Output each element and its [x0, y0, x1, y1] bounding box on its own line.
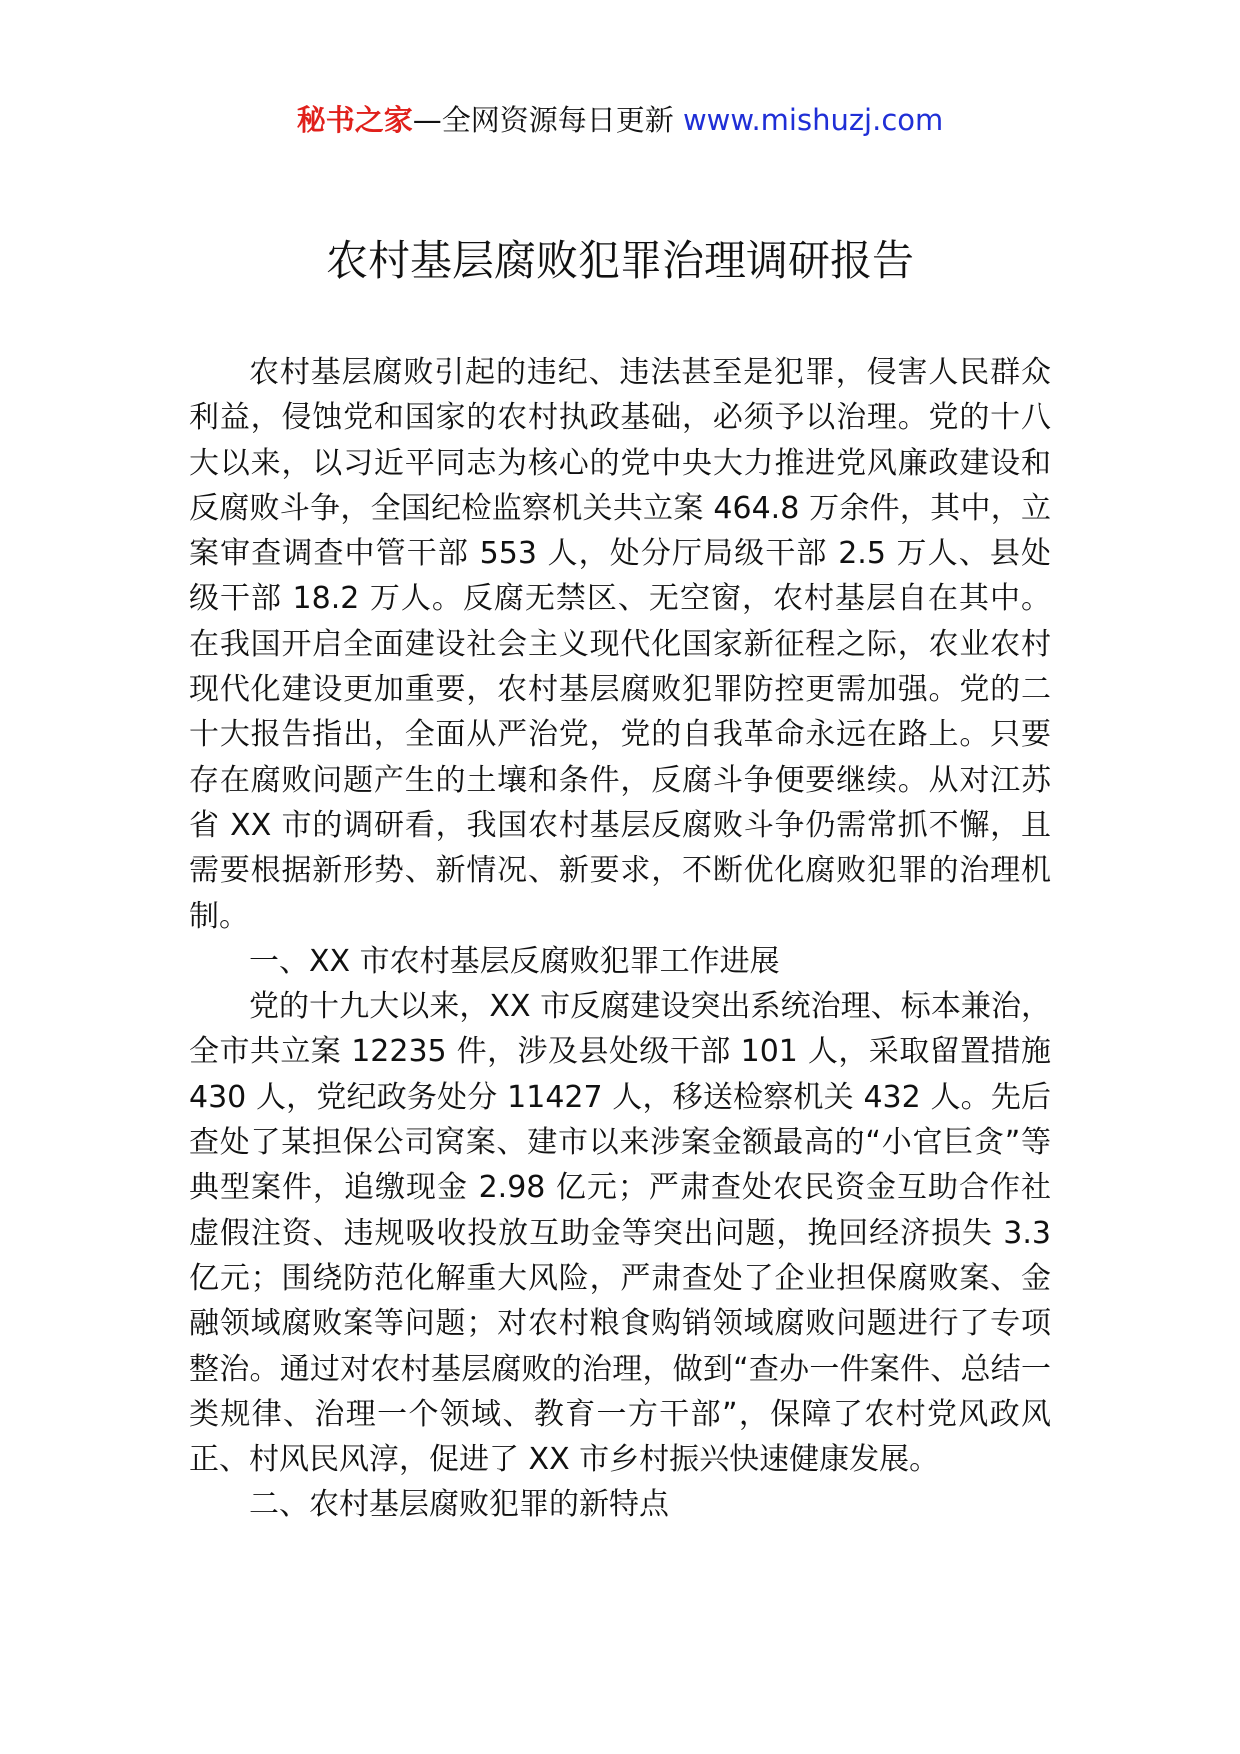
paragraph-intro: 农村基层腐败引起的违纪、违法甚至是犯罪，侵害人民群众利益，侵蚀党和国家的农村执政基础，必须予以治理。党的十八大以来，以习近平同志为核心的党中央大力推进党风廉政建设和反腐败斗争，全国纪检监察机关共立案 464.8 万余件，其中，立案审查调查中管干部 553 人，处分厅局级干部 2.5 万人、县处级干部 18.2 万人。反腐无禁区、无空窗，农村基层自在其中。在我国开启全面建设社会主义现代化国家新征程之际，农业农村现代化建设更加重要，农村基层腐败犯罪防控更需加强。党的二十大报告指出，全面从严治党，党的自我革命永远在路上。只要存在腐败问题产生的土壤和条件，反腐斗争便要继续。从对江苏省 XX 市的调研看，我国农村基层反腐败斗争仍需常抓不懈，且需要根据新形势、新情况、新要求，不断优化腐败犯罪的治理机制。 — [189, 355, 1051, 934]
site-tagline: —全网资源每日更新 — [412, 103, 674, 137]
site-url-link[interactable]: www.mishuzj.com — [682, 103, 944, 137]
document-body — [189, 350, 1051, 1528]
site-header — [0, 100, 1240, 140]
document-title: 农村基层腐败犯罪治理调研报告 — [325, 236, 914, 285]
section-heading-1: 一、XX 市农村基层反腐败犯罪工作进展 — [249, 943, 780, 979]
paragraph-section-1: 党的十九大以来，XX 市反腐建设突出系统治理、标本兼治，全市共立案 12235 件，涉及县处级干部 101 人，采取留置措施 430 人，党纪政务处分 11427 人，移送检察机关 432 人。先后查处了某担保公司窝案、建市以来涉案金额最高的“小官巨贪”等典型案件，追缴现金 2.98 亿元；严肃查处农民资金互助合作社虚假注资、违规吸收投放互助金等突出问题，挽回经济损失 3.3 亿元；围绕防范化解重大风险，严肃查处了企业担保腐败案、金融领域腐败案等问题；对农村粮食购销领域腐败问题进行了专项整治。通过对农村基层腐败的治理，做到“查办一件案件、总结一类规律、治理一个领域、教育一方干部”，保障了农村党风政风正、村风民风淳，促进了 XX 市乡村振兴快速健康发展。 — [189, 989, 1051, 1478]
section-heading-2: 二、农村基层腐败犯罪的新特点 — [249, 1487, 669, 1523]
site-brand: 秘书之家 — [296, 103, 413, 137]
